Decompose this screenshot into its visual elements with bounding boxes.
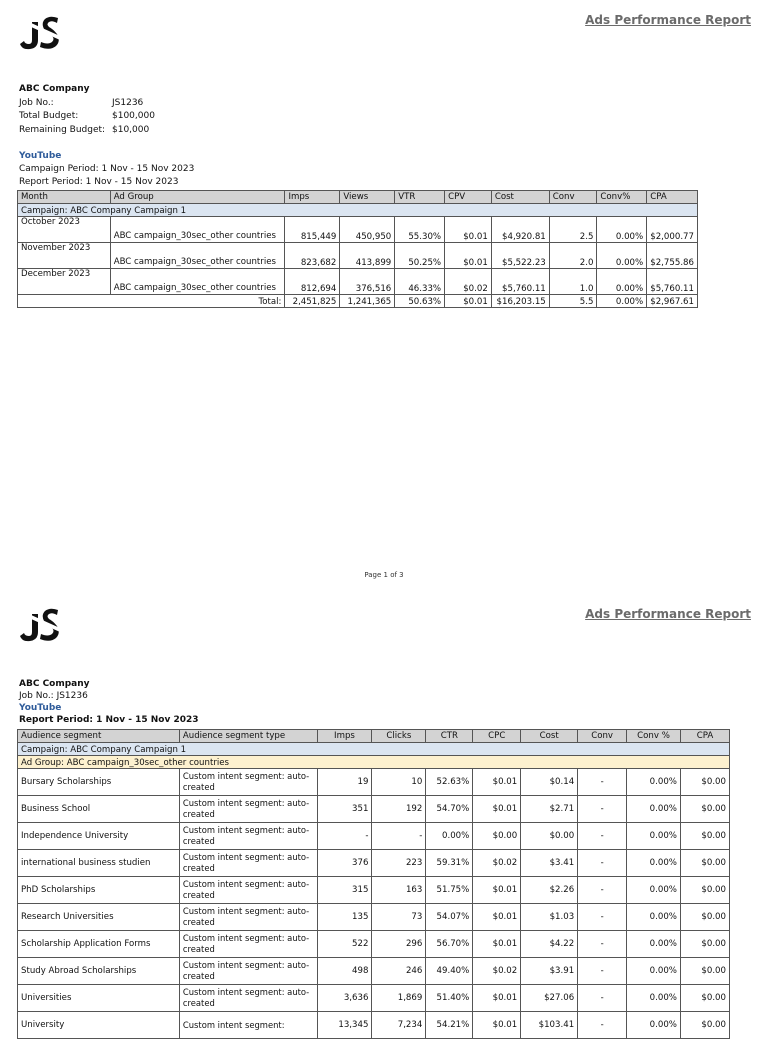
column-header: Month xyxy=(18,191,111,204)
cell-conv: - xyxy=(578,769,627,796)
cell-convp: 0.00% xyxy=(627,1012,681,1039)
cell-cost: $3.91 xyxy=(521,958,578,985)
cell-conv: - xyxy=(578,796,627,823)
cell-convp: 0.00% xyxy=(627,958,681,985)
table-row xyxy=(18,904,730,931)
cell-ctr: 0.00% xyxy=(426,823,473,850)
cell-type: Custom intent segment: auto-created xyxy=(179,958,317,985)
table-row xyxy=(18,985,730,1012)
cell-imps: 135 xyxy=(317,904,372,931)
cell-imps: 3,636 xyxy=(317,985,372,1012)
cell-convp: 0.00% xyxy=(627,877,681,904)
cell-cost: $103.41 xyxy=(521,1012,578,1039)
cell-type: Custom intent segment: auto-created xyxy=(179,769,317,796)
cell-seg: Universities xyxy=(18,985,180,1012)
report-title: Ads Performance Report xyxy=(585,607,751,621)
cell-ctr: 51.40% xyxy=(426,985,473,1012)
campaign-row xyxy=(18,204,698,217)
cell-type: Custom intent segment: auto-created xyxy=(179,931,317,958)
column-header: Imps xyxy=(317,730,372,743)
cell-convp: 0.00% xyxy=(627,823,681,850)
cell-cost: $0.14 xyxy=(521,769,578,796)
cell-cpa: $0.00 xyxy=(680,958,729,985)
cell-imps: 13,345 xyxy=(317,1012,372,1039)
table-row xyxy=(18,769,730,796)
cell-cpc: $0.00 xyxy=(473,823,521,850)
cell-ctr: 52.63% xyxy=(426,769,473,796)
cell-type: Custom intent segment: auto-created xyxy=(179,850,317,877)
company-info xyxy=(19,83,155,137)
cell-cpa: $0.00 xyxy=(680,769,729,796)
column-header: Conv % xyxy=(627,730,681,743)
table-row xyxy=(18,931,730,958)
cell-seg: Scholarship Application Forms xyxy=(18,931,180,958)
cell-ctr: 59.31% xyxy=(426,850,473,877)
column-header: Conv xyxy=(549,191,597,204)
cell-conv: - xyxy=(578,877,627,904)
cell-type: Custom intent segment: auto-created xyxy=(179,877,317,904)
total-row: Total: 2,451,825 1,241,365 50.63% $0.01 $16,203.15 5.5 0.00% $2,967.61 xyxy=(18,295,698,308)
cell-cpa: $0.00 xyxy=(680,931,729,958)
cell-convp: 0.00% xyxy=(627,904,681,931)
column-header: VTR xyxy=(395,191,445,204)
cell-imps: 376 xyxy=(317,850,372,877)
cell-seg: University xyxy=(18,1012,180,1039)
cell-convp: 0.00% xyxy=(627,850,681,877)
cell-cpa: $0.00 xyxy=(680,904,729,931)
cell-seg: Business School xyxy=(18,796,180,823)
table-row xyxy=(18,823,730,850)
channel-name: YouTube xyxy=(19,151,62,161)
total-label: Total: xyxy=(18,295,285,308)
column-header: CTR xyxy=(426,730,473,743)
column-header: Cost xyxy=(521,730,578,743)
page-number: Page 1 of 3 xyxy=(364,571,404,579)
cell-cost: $4.22 xyxy=(521,931,578,958)
cell-ctr: 56.70% xyxy=(426,931,473,958)
campaign-period: Campaign Period: 1 Nov - 15 Nov 2023 xyxy=(19,164,195,174)
cell-cpc: $0.01 xyxy=(473,769,521,796)
cell-cpc: $0.01 xyxy=(473,796,521,823)
cell-cpc: $0.02 xyxy=(473,850,521,877)
cell-conv: - xyxy=(578,904,627,931)
table-row: October 2023 ABC campaign_30sec_other countries 815,449 450,950 55.30% $0.01 $4,920.81 2.5 0.00% $2,000.77 xyxy=(18,217,698,243)
cell-cpa: $0.00 xyxy=(680,796,729,823)
cell-convp: 0.00% xyxy=(627,985,681,1012)
column-header: Ad Group xyxy=(110,191,285,204)
cell-clicks: 1,869 xyxy=(372,985,426,1012)
cell-type: Custom intent segment: auto-created xyxy=(179,823,317,850)
cell-cost: $0.00 xyxy=(521,823,578,850)
cell-seg: Study Abroad Scholarships xyxy=(18,958,180,985)
cell-ctr: 54.70% xyxy=(426,796,473,823)
cell-conv: - xyxy=(578,958,627,985)
adgroup-label: Ad Group: ABC campaign_30sec_other countries xyxy=(18,756,730,769)
cell-clicks: 192 xyxy=(372,796,426,823)
channel-name: YouTube xyxy=(19,703,62,713)
cell-cost: $1.03 xyxy=(521,904,578,931)
table-row: December 2023 ABC campaign_30sec_other countries 812,694 376,516 46.33% $0.02 $5,760.11 1.0 0.00% $5,760.11 xyxy=(18,269,698,295)
cell-clicks: 223 xyxy=(372,850,426,877)
cell-ctr: 49.40% xyxy=(426,958,473,985)
cell-clicks: 163 xyxy=(372,877,426,904)
cell-imps: 351 xyxy=(317,796,372,823)
monthly-summary-table xyxy=(17,190,698,308)
report-title: Ads Performance Report xyxy=(585,13,751,27)
table-row: November 2023 ABC campaign_30sec_other countries 823,682 413,899 50.25% $0.01 $5,522.23 2.0 0.00% $2,755.86 xyxy=(18,243,698,269)
cell-seg: Research Universities xyxy=(18,904,180,931)
cell-imps: 522 xyxy=(317,931,372,958)
cell-conv: - xyxy=(578,823,627,850)
js-logo-icon xyxy=(18,606,62,642)
cell-conv: - xyxy=(578,931,627,958)
cell-ctr: 51.75% xyxy=(426,877,473,904)
table-header-row xyxy=(18,730,730,743)
column-header: Conv% xyxy=(597,191,647,204)
table-row xyxy=(18,958,730,985)
cell-type: Custom intent segment: auto-created xyxy=(179,796,317,823)
cell-convp: 0.00% xyxy=(627,931,681,958)
cell-seg: Bursary Scholarships xyxy=(18,769,180,796)
cell-clicks: 246 xyxy=(372,958,426,985)
cell-clicks: 73 xyxy=(372,904,426,931)
cell-cpa: $0.00 xyxy=(680,850,729,877)
cell-cpa: $0.00 xyxy=(680,823,729,850)
cell-imps: 498 xyxy=(317,958,372,985)
cell-ctr: 54.21% xyxy=(426,1012,473,1039)
segment-rows xyxy=(18,769,730,1039)
info-row: Remaining Budget: $10,000 xyxy=(19,124,150,135)
cell-cpc: $0.02 xyxy=(473,958,521,985)
cell-cpc: $0.01 xyxy=(473,1012,521,1039)
cell-conv: - xyxy=(578,985,627,1012)
column-header: Audience segment type xyxy=(179,730,317,743)
cell-cpc: $0.01 xyxy=(473,904,521,931)
cell-cpa: $0.00 xyxy=(680,877,729,904)
column-header: Cost xyxy=(491,191,549,204)
adgroup-row xyxy=(18,756,730,769)
cell-cost: $27.06 xyxy=(521,985,578,1012)
table-row xyxy=(18,796,730,823)
info-row: Total Budget: $100,000 xyxy=(19,111,155,121)
column-header: Imps xyxy=(285,191,340,204)
column-header: CPC xyxy=(473,730,521,743)
cell-clicks: 296 xyxy=(372,931,426,958)
report-period: Report Period: 1 Nov - 15 Nov 2023 xyxy=(19,177,179,187)
campaign-label: Campaign: ABC Company Campaign 1 xyxy=(18,743,730,756)
cell-clicks: - xyxy=(372,823,426,850)
column-header: Conv xyxy=(578,730,627,743)
cell-imps: - xyxy=(317,823,372,850)
cell-type: Custom intent segment: auto-created xyxy=(179,904,317,931)
js-logo-icon xyxy=(18,14,62,50)
cell-cpc: $0.01 xyxy=(473,985,521,1012)
cell-cpc: $0.01 xyxy=(473,877,521,904)
cell-seg: Independence University xyxy=(18,823,180,850)
column-header: CPV xyxy=(445,191,492,204)
column-header: Clicks xyxy=(372,730,426,743)
report-period: Report Period: 1 Nov - 15 Nov 2023 xyxy=(19,715,199,725)
cell-seg: international business studien xyxy=(18,850,180,877)
cell-cost: $2.26 xyxy=(521,877,578,904)
table-row xyxy=(18,850,730,877)
cell-cpa: $0.00 xyxy=(680,1012,729,1039)
column-header: CPA xyxy=(680,730,729,743)
column-header: Views xyxy=(340,191,395,204)
cell-cpc: $0.01 xyxy=(473,931,521,958)
report-page-2 xyxy=(0,596,768,1030)
cell-clicks: 7,234 xyxy=(372,1012,426,1039)
cell-cost: $2.71 xyxy=(521,796,578,823)
cell-convp: 0.00% xyxy=(627,796,681,823)
cell-convp: 0.00% xyxy=(627,769,681,796)
campaign-label: Campaign: ABC Company Campaign 1 xyxy=(18,204,698,217)
cell-type: Custom intent segment: auto-created xyxy=(179,985,317,1012)
cell-seg: PhD Scholarships xyxy=(18,877,180,904)
company-name: ABC Company xyxy=(19,679,90,689)
column-header: CPA xyxy=(647,191,698,204)
cell-ctr: 54.07% xyxy=(426,904,473,931)
cell-conv: - xyxy=(578,850,627,877)
table-row xyxy=(18,877,730,904)
audience-segment-table xyxy=(17,729,730,1039)
table-header-row xyxy=(18,191,698,204)
table-row xyxy=(18,1012,730,1039)
cell-cost: $3.41 xyxy=(521,850,578,877)
cell-imps: 19 xyxy=(317,769,372,796)
channel-block xyxy=(19,150,194,189)
company-info xyxy=(19,678,199,726)
cell-clicks: 10 xyxy=(372,769,426,796)
cell-type: Custom intent segment: xyxy=(179,1012,317,1039)
info-row: Job No.: JS1236 xyxy=(19,97,144,108)
company-name: ABC Company xyxy=(19,84,90,94)
cell-cpa: $0.00 xyxy=(680,985,729,1012)
column-header: Audience segment xyxy=(18,730,180,743)
job-number: Job No.: JS1236 xyxy=(19,691,88,701)
campaign-row xyxy=(18,743,730,756)
cell-conv: - xyxy=(578,1012,627,1039)
cell-imps: 315 xyxy=(317,877,372,904)
